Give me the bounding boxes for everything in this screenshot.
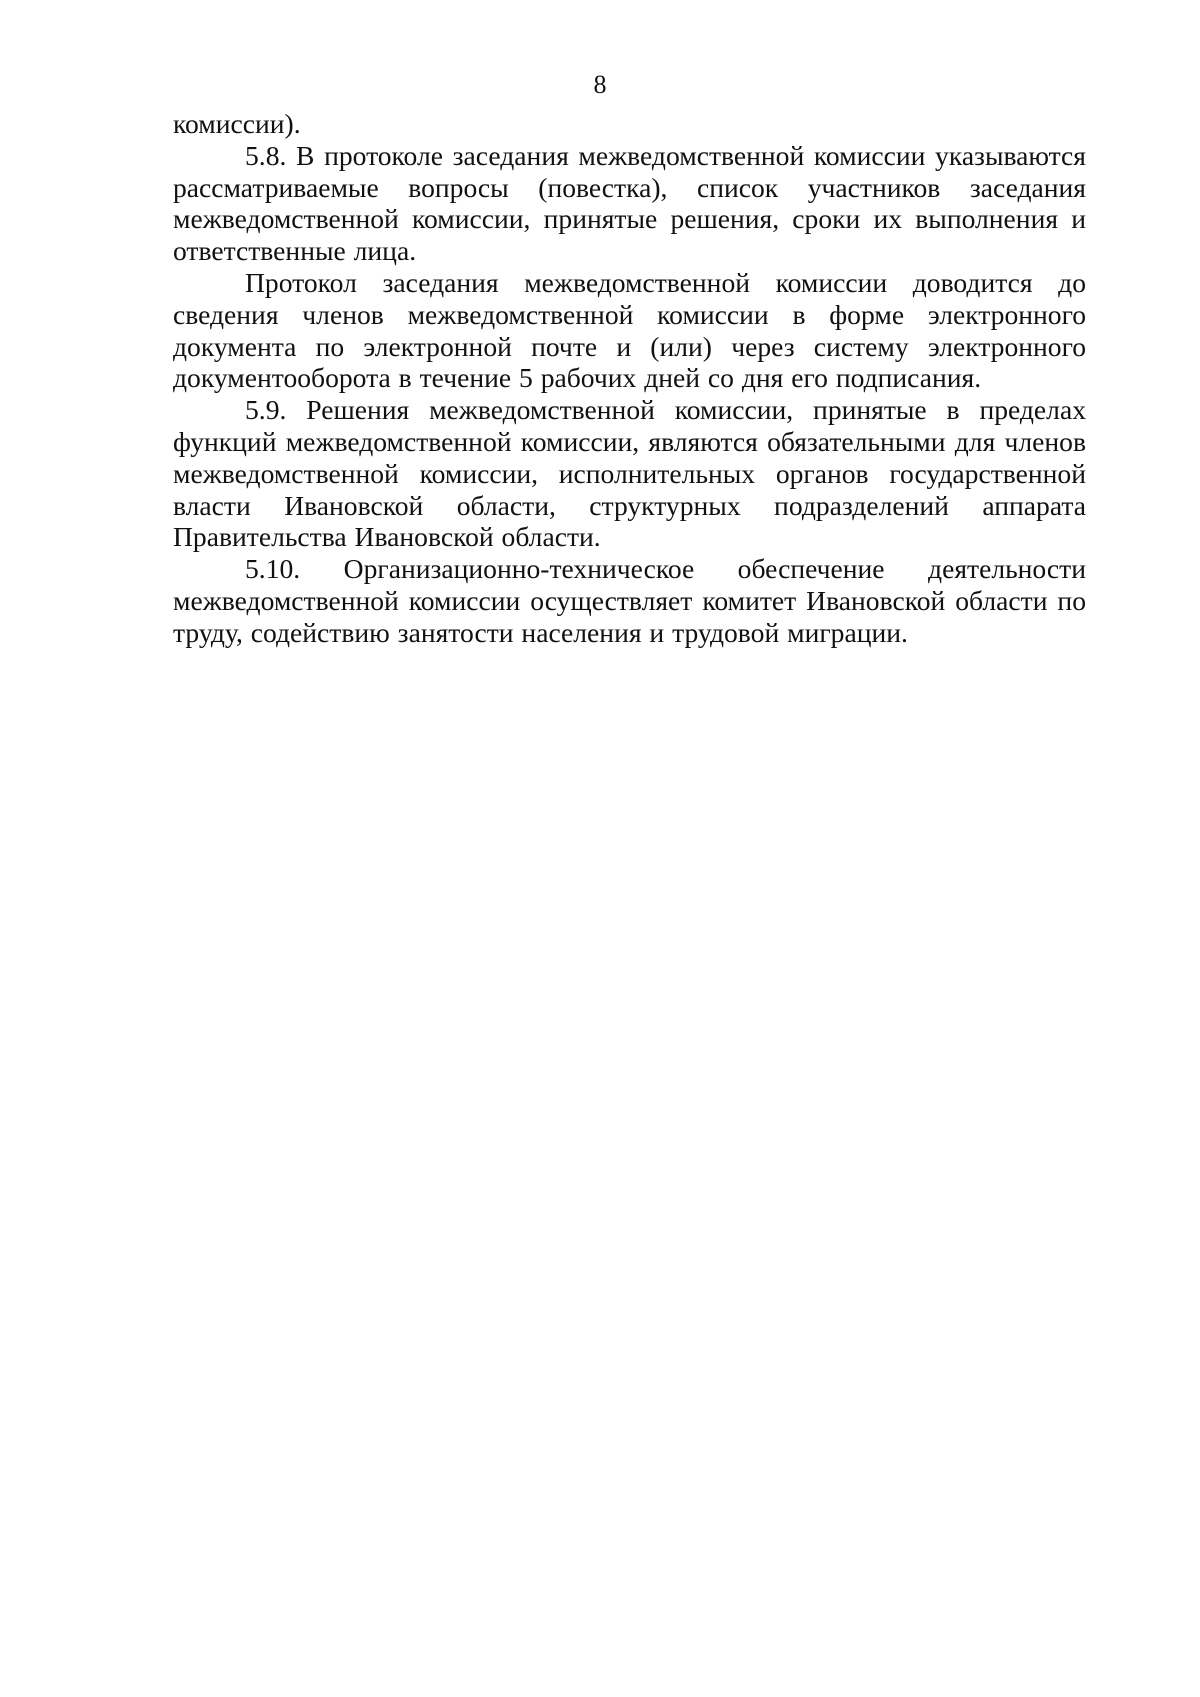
document-body bbox=[173, 108, 1086, 649]
page-number: 8 bbox=[593, 70, 607, 99]
paragraph-continuation: комиссии). bbox=[173, 108, 301, 139]
paragraph-item-5-9: 5.9. Решения межведомственной комиссии, принятые в пределах функций межведомственной комиссии, являются обязательными для членов межведомственной комиссии, исполнительных органов государственной власти Ивановской области, структурных подразделений аппарата Правительства Ивановской области. bbox=[173, 394, 1086, 553]
paragraph-item-5-10: 5.10. Организационно-техническое обеспечение деятельности межведомственной комиссии осуществляет комитет Ивановской области по труду, содействию занятости населения и трудовой миграции. bbox=[173, 553, 1086, 648]
paragraph-protocol-distribution: Протокол заседания межведомственной комиссии доводится до сведения членов межведомственной комиссии в форме электронного документа по электронной почте и (или) через систему электронного документооборота в течение 5 рабочих дней со дня его подписания. bbox=[173, 266, 1086, 394]
paragraph-item-5-8: 5.8. В протоколе заседания межведомственной комиссии указываются рассматриваемые вопросы (повестка), список участников заседания межведомственной комиссии, принятые решения, сроки их выполнения и ответственные лица. bbox=[173, 139, 1086, 267]
